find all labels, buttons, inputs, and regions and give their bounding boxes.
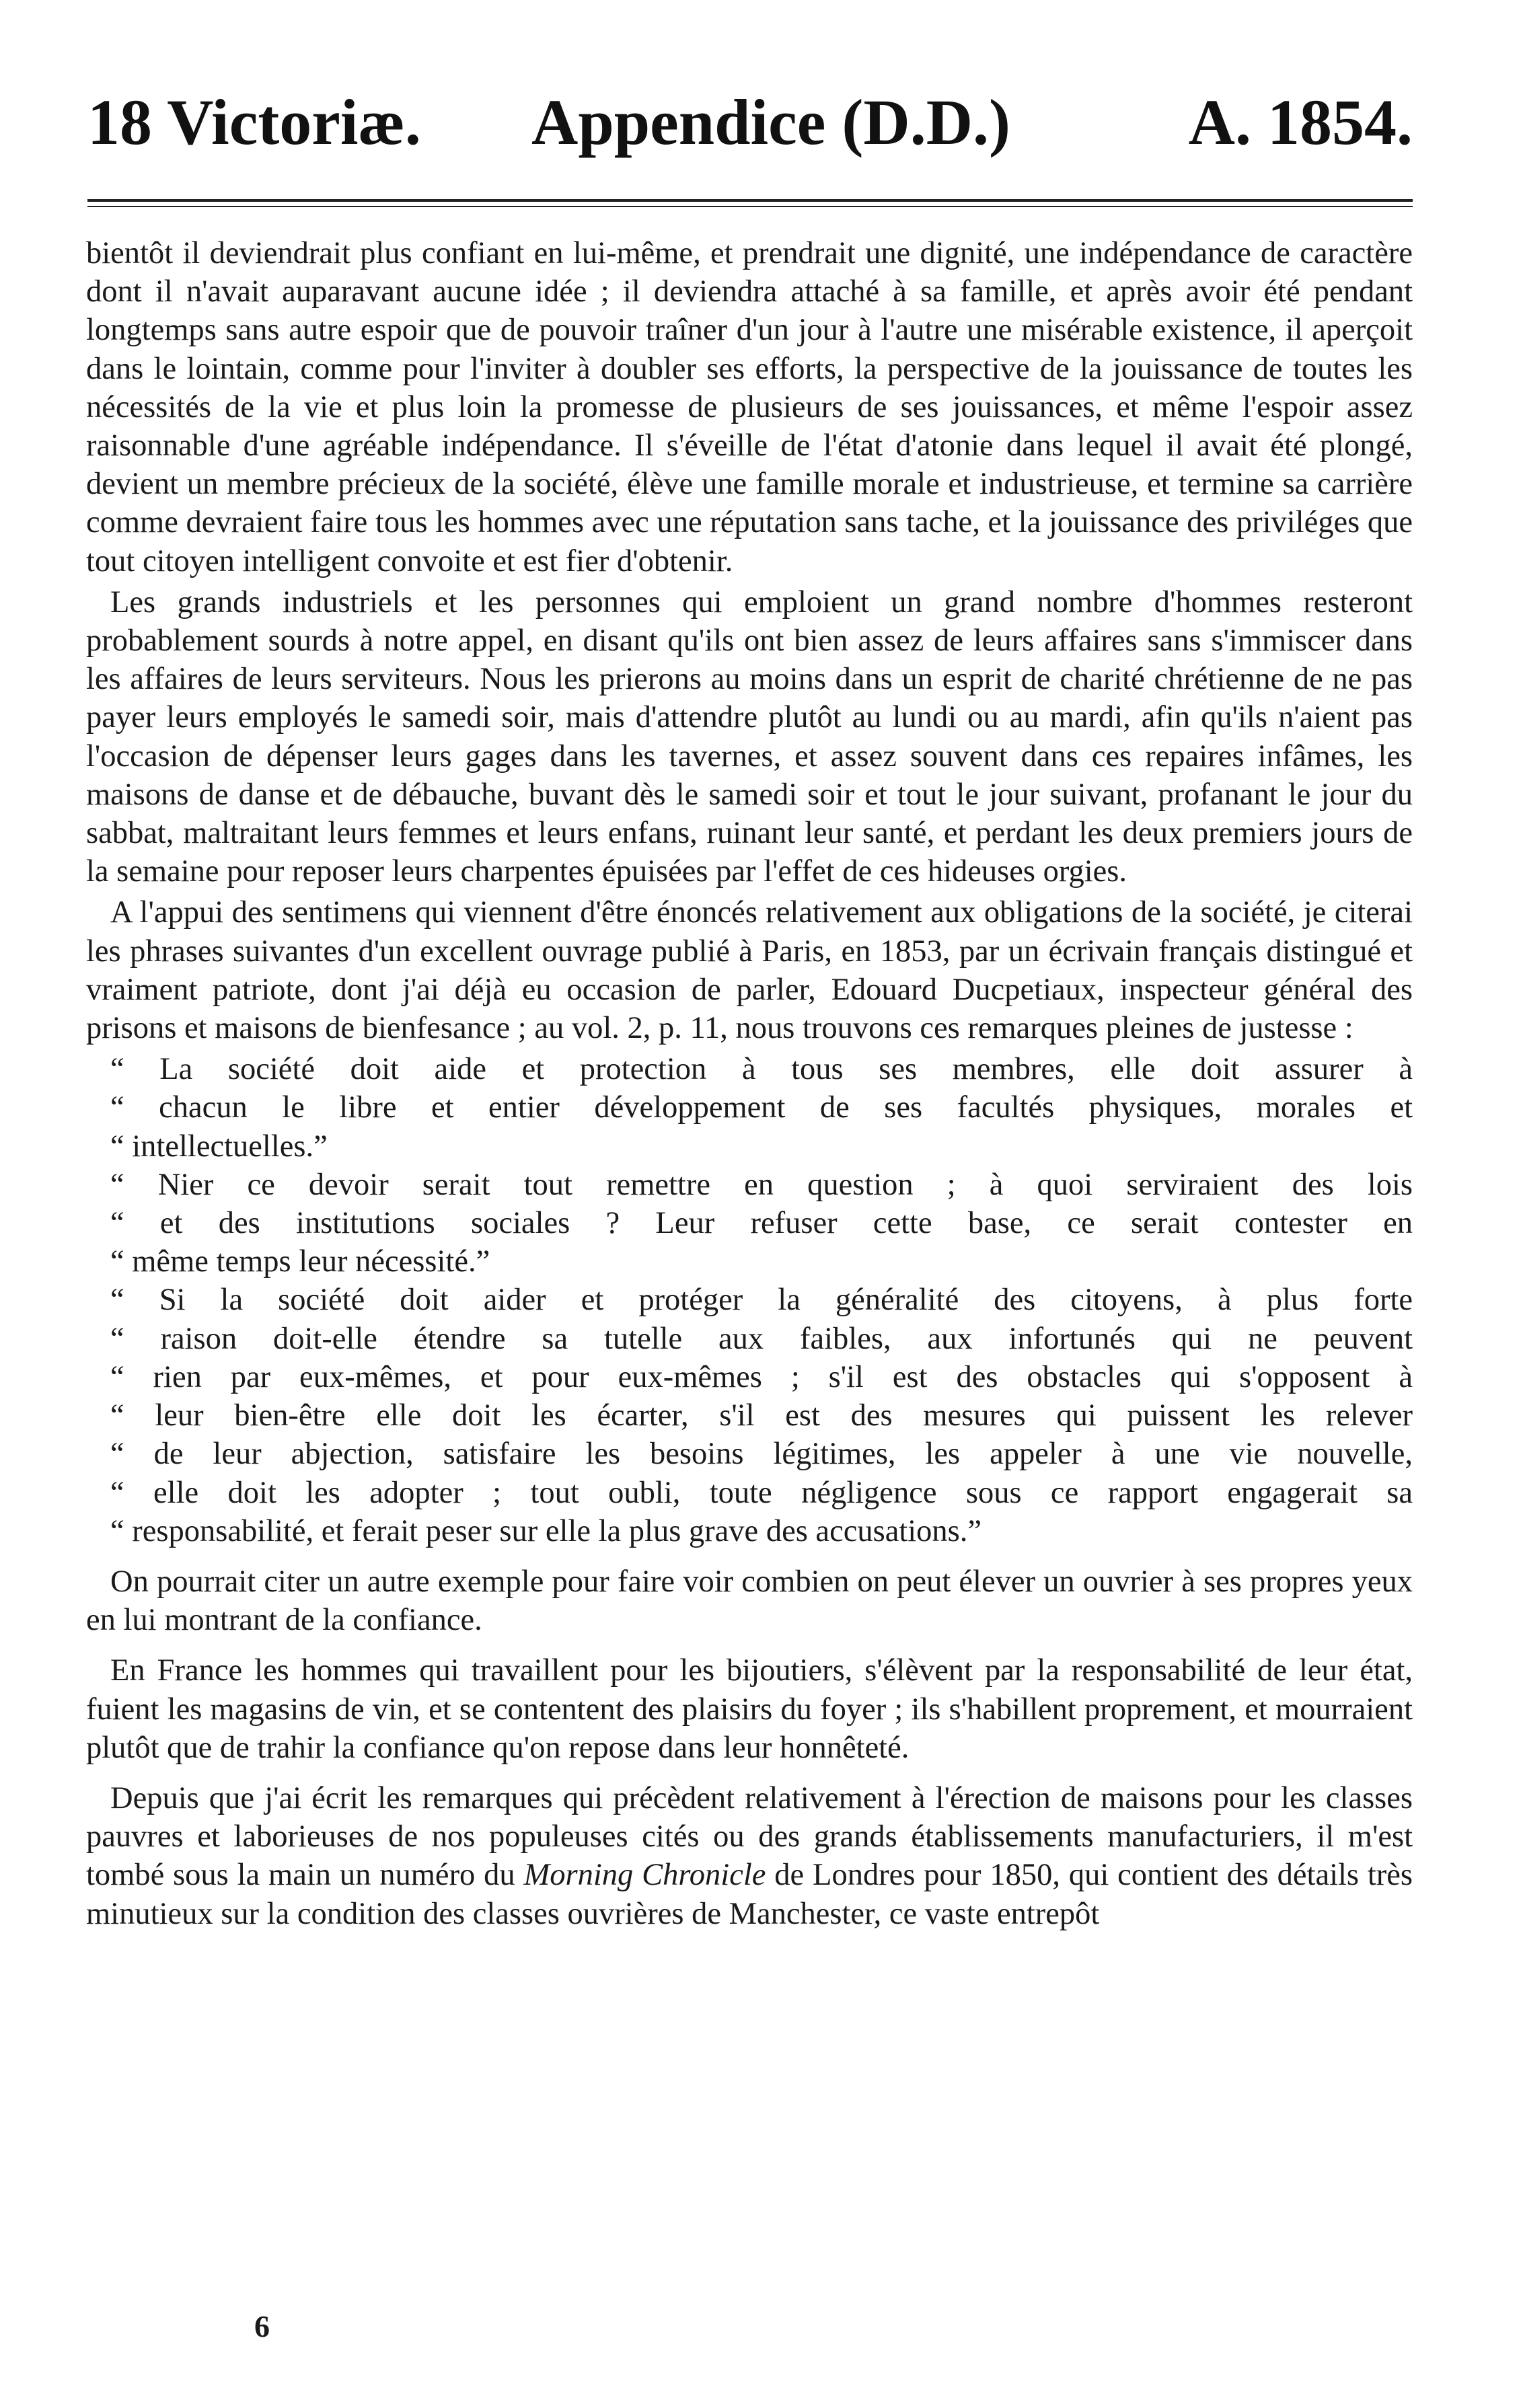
body-text	[86, 234, 1413, 1933]
quote-1-line: “ La société doit aide et protection à tous ses membres, elle doit assurer à	[110, 1052, 1413, 1087]
quote-1-line: “ intellectuelles.”	[110, 1129, 328, 1164]
header-rule-thin	[87, 206, 1413, 207]
quote-2-line: “ Nier ce devoir serait tout remettre en question ; à quoi serviraient des lois	[110, 1167, 1413, 1202]
newspaper-title: Morning Chronicle	[523, 1858, 766, 1893]
quote-1-line: “ chacun le libre et entier développement de ses facultés physiques, morales et	[110, 1090, 1413, 1125]
quote-3-line: “ responsabilité, et ferait peser sur elle la plus grave des accusations.”	[110, 1513, 982, 1548]
paragraph-6-end: de Londres pour 1850, qui contient des détails très minutieux sur la condition des classes ouvrières de Manchester, ce vaste entrepôt	[86, 1858, 1413, 1931]
paragraph-4: On pourrait citer un autre exemple pour faire voir combien on peut élever un ouvrier à ses propres yeux en lui montrant de la confiance.	[86, 1564, 1413, 1638]
paragraph-2: Les grands industriels et les personnes qui emploient un grand nombre d'hommes resteront probablement sourds à notre appel, en disant qu'ils ont bien assez de leurs affaires sans s'immiscer dans les affaires de leurs serviteurs. Nous les prierons au moins dans un esprit de charité chrétienne de ne pas payer leurs employés le samedi soir, mais d'attendre plutôt au lundi ou au mardi, afin qu'ils n'aient pas l'occasion de dépenser leurs gages dans les tavernes, et assez souvent dans ces repaires infâmes, les maisons de danse et de débauche, buvant dès le samedi soir et tout le jour suivant, profanant le jour du sabbat, maltraitant leurs femmes et leurs enfans, ruinant leur santé, et perdant les deux premiers jours de la semaine pour reposer leurs charpentes épuisées par l'effet de ces hideuses orgies.	[86, 585, 1413, 889]
paragraph-1: bientôt il deviendrait plus confiant en lui-même, et prendrait une dignité, une indépendance de caractère dont il n'avait auparavant aucune idée ; il deviendra attaché à sa famille, et après avoir été pendant longtemps sans autre espoir que de pouvoir traîner d'un jour à l'autre une misérable existence, il aperçoit dans le lointain, comme pour l'inviter à doubler ses efforts, la perspective de la jouissance de toutes les nécessités de la vie et plus loin la promesse de plusieurs de ses jouissances, et même l'espoir assez raisonnable d'une agréable indépendance. Il s'éveille de l'état d'atonie dans lequel il avait été plongé, devient un membre précieux de la société, élève une famille morale et industrieuse, et termine sa carrière comme devraient faire tous les hommes avec une réputation sans tache, et la jouissance des priviléges que tout citoyen intelligent convoite et est fier d'obtenir.	[86, 236, 1413, 578]
quote-3-line: “ Si la société doit aider et protéger la généralité des citoyens, à plus forte	[110, 1283, 1413, 1318]
page-number: 6	[254, 2309, 270, 2343]
header-regnal-year: 18 Victoriæ.	[87, 86, 421, 158]
paragraph-3: A l'appui des sentimens qui viennent d'être énoncés relativement aux obligations de la société, je citerai les phrases suivantes d'un excellent ouvrage publié à Paris, en 1853, par un écrivain français distingué et vraiment patriote, dont j'ai déjà eu occasion de parler, Edouard Ducpetiaux, inspecteur général des prisons et maisons de bienfesance ; au vol. 2, p. 11, nous trouvons ces remarques pleines de justesse :	[86, 895, 1413, 1046]
quote-3-line: “ rien par eux-mêmes, et pour eux-mêmes ; s'il est des obstacles qui s'opposent à	[110, 1359, 1413, 1394]
header-year: A. 1854.	[1188, 86, 1413, 158]
quote-2	[86, 1166, 1413, 1281]
header-appendix-title: Appendice (D.D.)	[531, 86, 1010, 158]
header-rule-thick	[87, 199, 1413, 202]
quote-3-line: “ de leur abjection, satisfaire les besoins légitimes, les appeler à une vie nouvelle,	[110, 1437, 1413, 1472]
quote-2-line: “ et des institutions sociales ? Leur refuser cette base, ce serait contester en	[110, 1206, 1413, 1241]
quote-3-line: “ raison doit-elle étendre sa tutelle aux faibles, aux infortunés qui ne peuvent	[110, 1321, 1413, 1356]
paragraph-5: En France les hommes qui travaillent pour les bijoutiers, s'élèvent par la responsabilité de leur état, fuient les magasins de vin, et se contentent des plaisirs du foyer ; ils s'habillent proprement, et mourraient plutôt que de trahir la confiance qu'on repose dans leur honnêteté.	[86, 1653, 1413, 1765]
quote-3-line: “ elle doit les adopter ; tout oubli, toute négligence sous ce rapport engagerait sa	[110, 1475, 1413, 1510]
quote-1	[86, 1050, 1413, 1166]
paragraph-6-start: Depuis que j'ai écrit les remarques qui précèdent relativement à l'érection de maisons pour les classes pauvres et laborieuses de nos populeuses cités ou des grands établissements manufacturiers, il m'est tombé sous la main un numéro du	[86, 1780, 1413, 1893]
paragraph-6	[86, 1779, 1413, 1933]
quote-3-line: “ leur bien-être elle doit les écarter, s'il est des mesures qui puissent les relever	[110, 1398, 1413, 1433]
page-header	[87, 75, 1413, 170]
quote-2-line: “ même temps leur nécessité.”	[110, 1244, 490, 1279]
quote-3	[86, 1281, 1413, 1550]
